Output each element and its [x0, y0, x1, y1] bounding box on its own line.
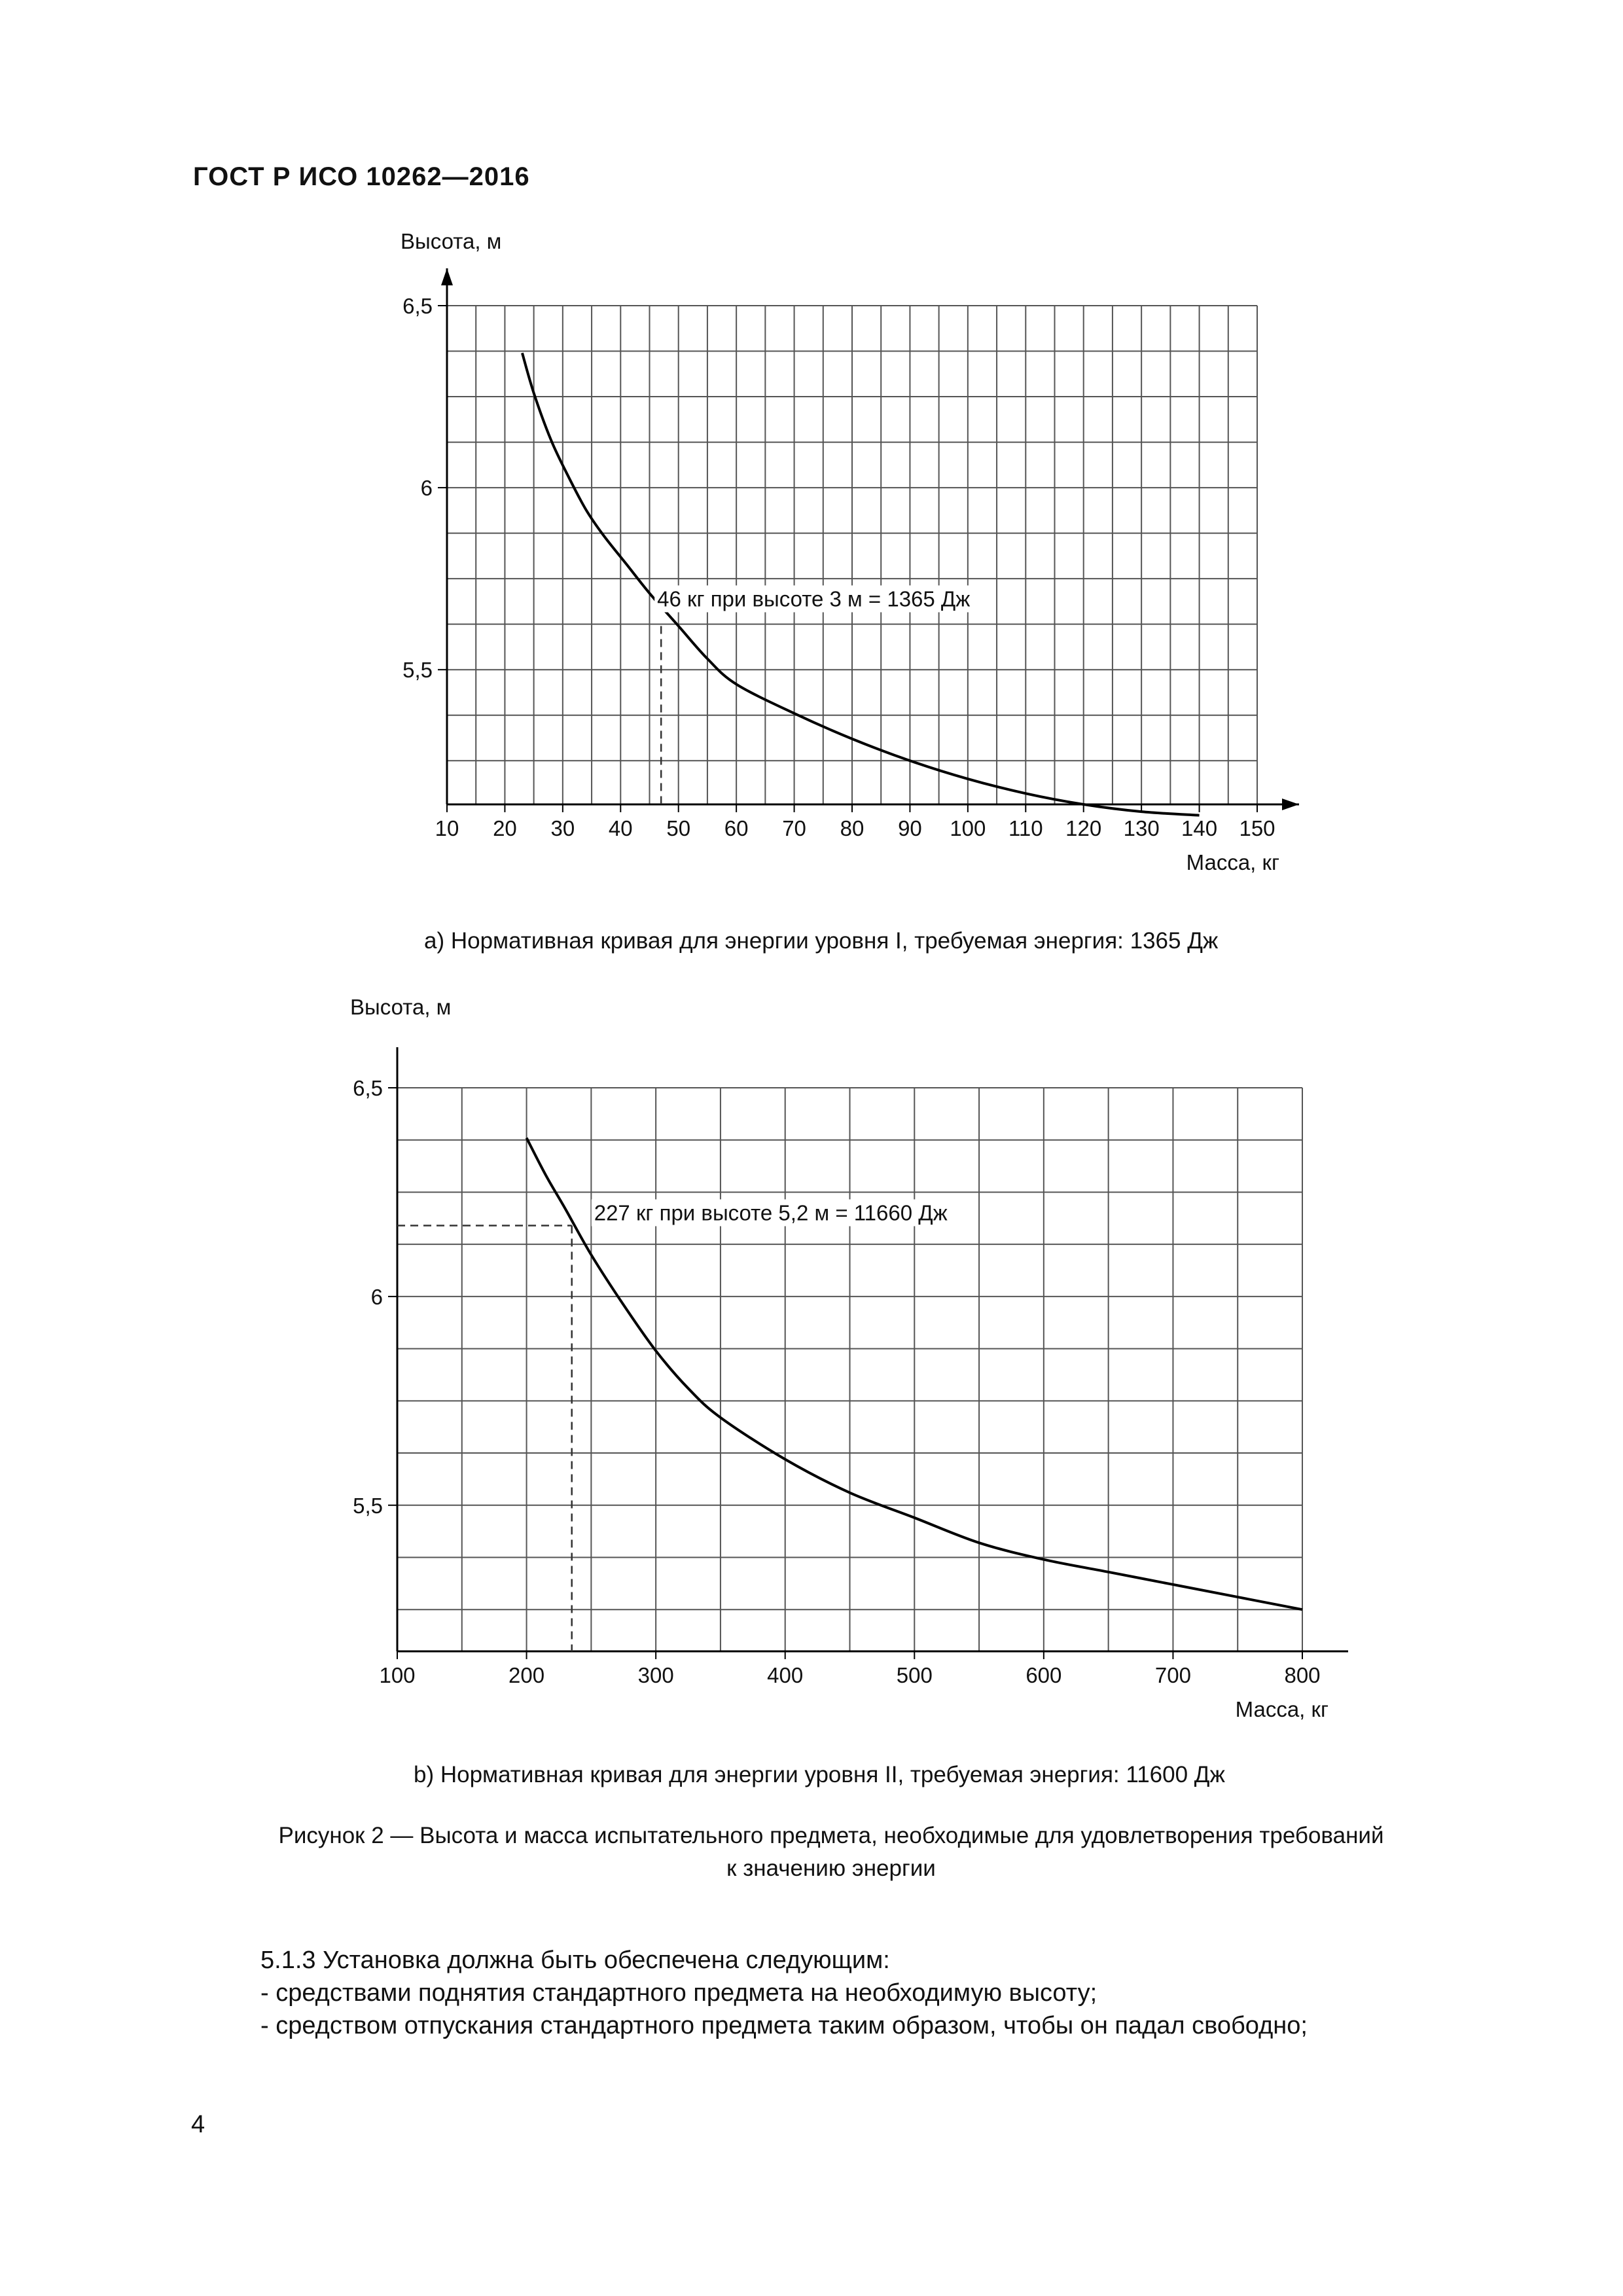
- figure-title: [196, 1820, 1466, 1885]
- x-tick-label: 150: [1239, 816, 1275, 840]
- document-header: ГОСТ Р ИСО 10262—2016: [193, 162, 530, 191]
- x-tick-label: 120: [1065, 816, 1102, 840]
- x-axis-label: Масса, кг: [1235, 1697, 1329, 1721]
- x-tick-label: 70: [782, 816, 806, 840]
- y-axis-label: Высота, м: [350, 995, 452, 1019]
- x-tick-label: 50: [666, 816, 691, 840]
- x-tick-label: 100: [379, 1663, 416, 1687]
- chart-a: [0, 223, 1623, 897]
- energy-curve: [522, 353, 1200, 815]
- figure-title-line-1: Рисунок 2 — Высота и масса испытательного предмета, необходимые для удовлетворения требований: [278, 1823, 1384, 1848]
- figure-title-line-2: к значению энергии: [726, 1856, 936, 1881]
- x-tick-label: 110: [1008, 816, 1043, 840]
- x-tick-label: 80: [840, 816, 865, 840]
- annotation-label: 46 кг при высоте 3 м = 1365 Дж: [657, 586, 971, 611]
- y-axis-arrow-icon: [441, 268, 453, 285]
- x-tick-label: 300: [637, 1663, 674, 1687]
- x-tick-label: 60: [724, 816, 749, 840]
- section-paragraph: [260, 1944, 1308, 2042]
- list-item: - средством отпускания стандартного предмета таким образом, чтобы он падал свободно;: [260, 2012, 1308, 2039]
- x-tick-label: 800: [1284, 1663, 1321, 1687]
- paragraph-heading: 5.1.3 Установка должна быть обеспечена следующим:: [260, 1946, 890, 1974]
- x-tick-label: 700: [1154, 1663, 1191, 1687]
- x-tick-label: 400: [767, 1663, 804, 1687]
- x-tick-label: 30: [550, 816, 575, 840]
- figure-caption-a: a) Нормативная кривая для энергии уровня I, требуемая энергия: 1365 Дж: [424, 928, 1219, 954]
- page-number: 4: [191, 2111, 205, 2138]
- y-axis-label: Высота, м: [401, 229, 502, 253]
- x-tick-label: 140: [1181, 816, 1218, 840]
- x-tick-label: 20: [493, 816, 517, 840]
- x-tick-label: 90: [898, 816, 922, 840]
- x-tick-label: 10: [435, 816, 459, 840]
- y-tick-label: 6: [420, 476, 433, 501]
- x-axis-label: Масса, кг: [1186, 850, 1279, 874]
- list-item: - средствами поднятия стандартного предмета на необходимую высоту;: [260, 1979, 1097, 2007]
- x-tick-label: 600: [1026, 1663, 1062, 1687]
- x-tick-label: 100: [950, 816, 986, 840]
- x-tick-label: 500: [896, 1663, 933, 1687]
- y-tick-label: 5,5: [402, 658, 433, 683]
- x-tick-label: 200: [508, 1663, 545, 1687]
- x-tick-label: 40: [608, 816, 633, 840]
- annotation-label: 227 кг при высоте 5,2 м = 11660 Дж: [594, 1200, 948, 1225]
- y-tick-label: 6: [370, 1284, 383, 1309]
- figure-caption-b: b) Нормативная кривая для энергии уровня II, требуемая энергия: 11600 Дж: [414, 1762, 1225, 1787]
- y-tick-label: 6,5: [402, 294, 433, 318]
- y-tick-label: 6,5: [353, 1076, 383, 1100]
- y-tick-label: 5,5: [353, 1493, 383, 1518]
- chart-b: [0, 982, 1623, 1734]
- x-axis-arrow-icon: [1282, 798, 1299, 810]
- x-tick-label: 130: [1123, 816, 1160, 840]
